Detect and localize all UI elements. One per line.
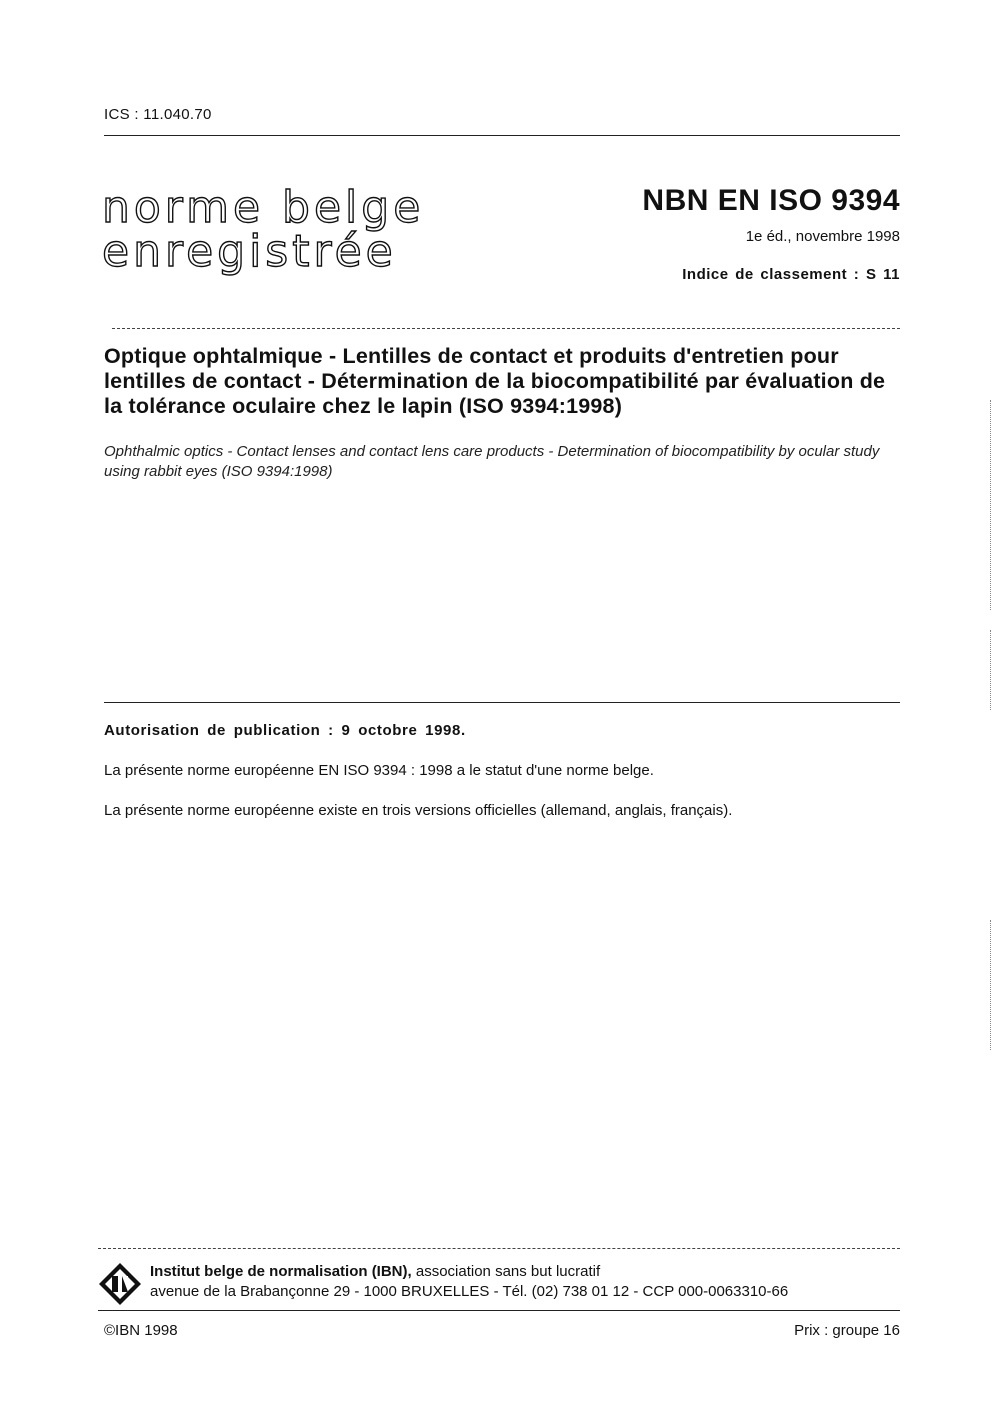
institute-line	[150, 1263, 600, 1280]
ibn-logo-icon	[98, 1262, 142, 1306]
institute-name: Institut belge de normalisation (IBN),	[150, 1263, 412, 1280]
scan-margin-mark	[990, 920, 991, 1050]
status-statement: La présente norme européenne EN ISO 9394 : 1998 a le statut d'une norme belge.	[104, 762, 654, 779]
publication-authorization: Autorisation de publication : 9 octobre 1998.	[104, 722, 466, 739]
institute-address: avenue de la Brabançonne 29 - 1000 BRUXELLES - Tél. (02) 738 01 12 - CCP 000-0063310-66	[150, 1283, 789, 1300]
enregistree-label: enregistrée	[102, 226, 397, 277]
edition-date: 1e éd., novembre 1998	[745, 228, 900, 245]
title-english: Ophthalmic optics - Contact lenses and contact lens care products - Determination of biocompatibility by ocular study using rabbit eyes (ISO 9394:1998)	[104, 443, 880, 480]
norme-belge-label: norme belge	[102, 182, 425, 233]
title-top-rule	[112, 328, 900, 329]
header-rule	[104, 135, 900, 136]
footer-bottom-rule	[98, 1310, 900, 1311]
footer-top-rule	[98, 1248, 900, 1249]
scan-margin-mark	[990, 400, 991, 610]
price-group: Prix : groupe 16	[794, 1322, 900, 1339]
versions-statement: La présente norme européenne existe en trois versions officielles (allemand, anglais, français).	[104, 802, 733, 819]
standard-number: NBN EN ISO 9394	[642, 184, 900, 217]
scan-margin-mark	[990, 630, 991, 710]
copyright: ©IBN 1998	[104, 1322, 178, 1339]
classification-index: Indice de classement : S 11	[682, 266, 900, 283]
institute-type: association sans but lucratif	[411, 1263, 601, 1280]
ics-code: ICS : 11.040.70	[104, 106, 212, 123]
body-top-rule	[104, 702, 900, 703]
title-french: Optique ophtalmique - Lentilles de contact et produits d'entretien pour lentilles de contact - Détermination de la biocompatibilité par évaluation de la tolérance oculaire chez le lapin (ISO 9394:1998)	[104, 344, 886, 418]
